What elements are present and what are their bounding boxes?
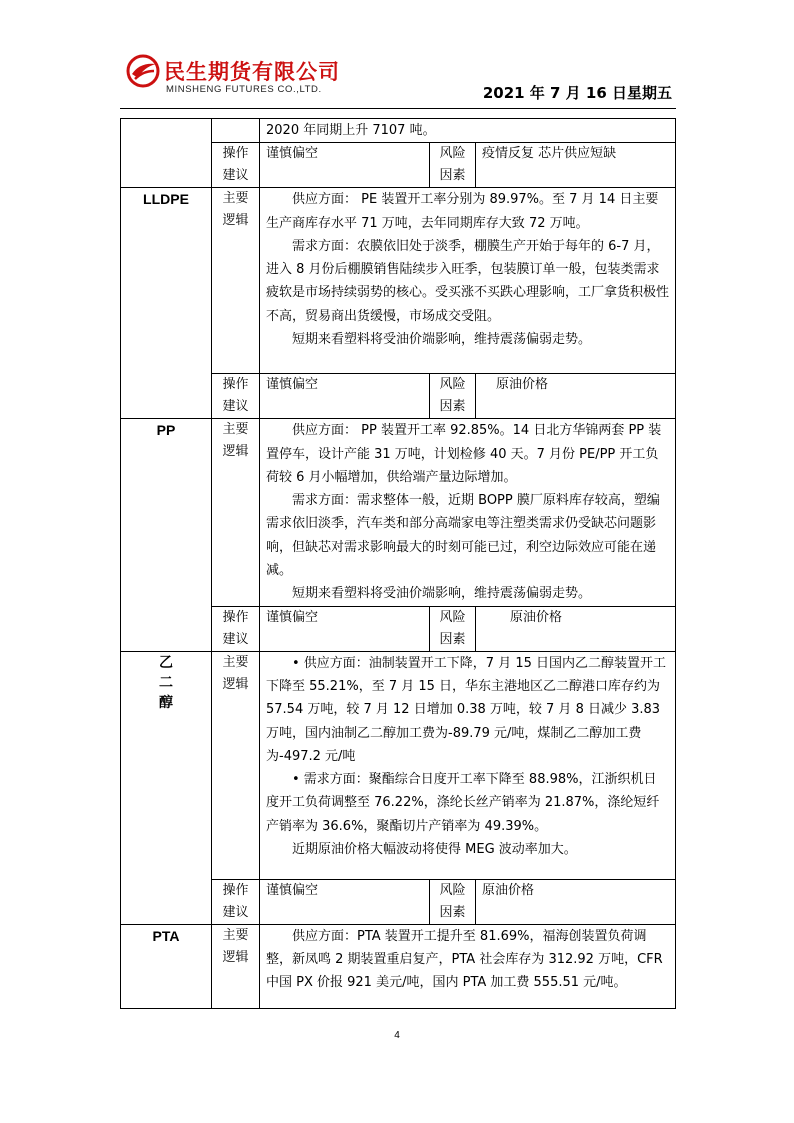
company-name-cn: 民生期货有限公司 — [164, 60, 340, 84]
operation-advice-label: 操作 建议 — [212, 879, 260, 924]
page-number: 4 — [394, 1030, 400, 1041]
meg-supply-paragraph: • 供应方面：油制装置开工下降，7 月 15 日国内乙二醇装置开工下降至 55.21%，至 7 月 15 日，华东主港地区乙二醇港口库存约为 57.54 万吨，较 7 月 12 日增加 0.38 万吨，较 7 月 8 日减少 3.83 万吨，国内油制乙二醇加工费为-89.79 元/吨，煤制乙二醇加工费为-497.2 元/吨 — [266, 655, 667, 764]
company-logo-icon — [126, 54, 160, 88]
risk-factor-label: 风险 因素 — [430, 606, 476, 651]
risk-factor-value: 原油价格 — [476, 606, 676, 651]
commodity-analysis-table — [120, 118, 676, 1009]
operation-advice-value: 谨慎偏空 — [260, 606, 430, 651]
company-name-en: MINSHENG FUTURES CO.,LTD. — [166, 84, 322, 95]
operation-advice-value: 谨慎偏空 — [260, 143, 430, 188]
pta-supply-paragraph: 供应方面：PTA 装置开工提升至 81.69%，福海创装置负荷调整，新凤鸣 2 期装置重启复产，PTA 社会库存为 312.92 万吨，CFR 中国 PX 价报 921 美元/吨，国内 PTA 加工费 555.51 元/吨。 — [266, 928, 663, 991]
carry-over-text: 2020 年同期上升 7107 吨。 — [260, 119, 676, 143]
main-logic-label: 主要 逻辑 — [212, 419, 260, 606]
risk-factor-label: 风险 因素 — [430, 143, 476, 188]
risk-factor-value: 原油价格 — [476, 374, 676, 419]
risk-factor-value: 原油价格 — [476, 879, 676, 924]
lldpe-outlook-paragraph: 短期来看塑料将受油价端影响，维持震荡偏弱走势。 — [292, 332, 592, 348]
pta-logic-content — [260, 924, 676, 1008]
table-row — [121, 419, 676, 606]
risk-factor-label: 风险 因素 — [430, 879, 476, 924]
lldpe-demand-paragraph: 需求方面：农膜依旧处于淡季，棚膜生产开始于每年的 6-7 月，进入 8 月份后棚膜销售陆续步入旺季，包装膜订单一般，包装类需求疲软是市场持续弱势的核心。受买涨不买跌心理影响，工厂拿货积极性不高，贸易商出货缓慢，市场成交受阻。 — [266, 238, 670, 324]
operation-advice-label: 操作 建议 — [212, 374, 260, 419]
pp-outlook-paragraph: 短期来看塑料将受油价端影响，维持震荡偏弱走势。 — [292, 586, 592, 602]
operation-advice-label: 操作 建议 — [212, 143, 260, 188]
table-row — [121, 188, 676, 374]
category-pp: PP — [121, 419, 212, 651]
operation-advice-value: 谨慎偏空 — [260, 374, 430, 419]
operation-advice-label: 操作 建议 — [212, 606, 260, 651]
operation-advice-value: 谨慎偏空 — [260, 879, 430, 924]
category-lldpe: LLDPE — [121, 188, 212, 419]
risk-factor-value: 疫情反复 芯片供应短缺 — [476, 143, 676, 188]
label-cell-empty — [212, 119, 260, 143]
lldpe-logic-content — [260, 188, 676, 374]
category-cell-previous — [121, 119, 212, 188]
meg-demand-paragraph: • 需求方面：聚酯综合日度开工率下降至 88.98%，江浙织机日度开工负荷调整至 76.22%，涤纶长丝产销率为 21.87%，涤纶短纤产销率为 36.6%，聚酯切片产销率为 49.39%。 — [266, 772, 660, 834]
table-row — [121, 924, 676, 1008]
table-row — [121, 651, 676, 879]
main-logic-label: 主要 逻辑 — [212, 924, 260, 1008]
category-pta: PTA — [121, 924, 212, 1008]
table-row — [121, 119, 676, 143]
pp-supply-paragraph: 供应方面： PP 装置开工率 92.85%。14 日北方华锦两套 PP 装置停车，设计产能 31 万吨，计划检修 40 天。7 月份 PE/PP 开工负荷较 6 月小幅增加，供给端产量边际增加。 — [266, 423, 662, 485]
meg-outlook-paragraph: 近期原油价格大幅波动将使得 MEG 波动率加大。 — [292, 842, 577, 858]
report-date: 2021 年 7 月 16 日星期五 — [482, 84, 672, 102]
main-logic-label: 主要 逻辑 — [212, 651, 260, 879]
main-logic-label: 主要 逻辑 — [212, 188, 260, 374]
category-meg: 乙二醇 — [121, 651, 212, 924]
pp-demand-paragraph: 需求方面：需求整体一般，近期 BOPP 膜厂原料库存较高，塑编需求依旧淡季，汽车类和部分高端家电等注塑类需求仍受缺芯问题影响，但缺芯对需求影响最大的时刻可能已过，利空边际效应可能在递减。 — [266, 493, 660, 579]
risk-factor-label: 风险 因素 — [430, 374, 476, 419]
header-rule — [120, 108, 676, 109]
lldpe-supply-paragraph: 供应方面： PE 装置开工率分别为 89.97%。至 7 月 14 日主要生产商库存水平 71 万吨，去年同期库存大致 72 万吨。 — [266, 192, 659, 231]
page-header — [0, 0, 794, 112]
meg-logic-content — [260, 651, 676, 879]
pp-logic-content — [260, 419, 676, 606]
